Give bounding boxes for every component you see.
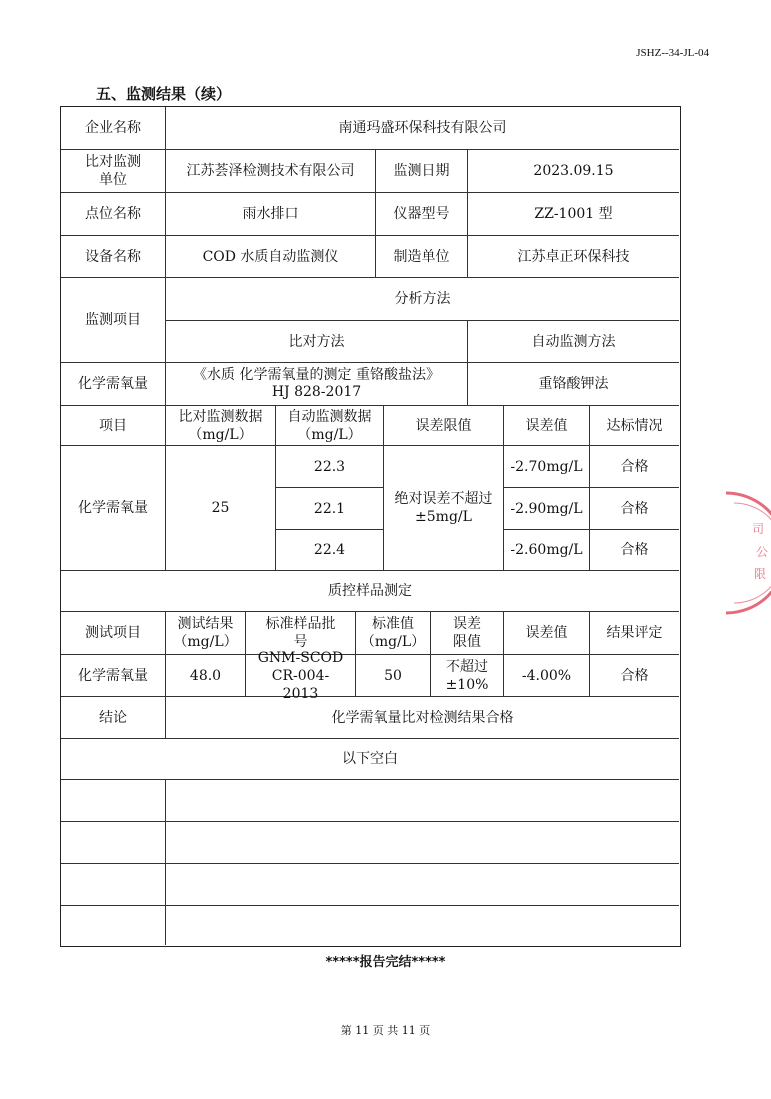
results-status-2: 合格 [590,488,679,530]
document-code: JSHZ--34-JL-04 [636,47,709,59]
compare-method-value [166,363,468,406]
results-status-1: 合格 [590,446,679,488]
device-value: COD 水质自动监测仪 [166,236,376,278]
monitor-item-label: 监测项目 [61,278,166,363]
instrument-model-label: 仪器型号 [376,193,468,236]
qc-header-standard: 标准值（mg/L） [356,612,431,655]
compare-method-line1: 《水质 化学需氧量的测定 重铬酸盐法》 [193,367,440,383]
qc-header-batch: 标准样品批号 [246,612,356,655]
stamp-mark: 限 [754,567,767,581]
enterprise-value: 南通玛盛环保科技有限公司 [166,107,679,150]
empty-cell [61,780,166,822]
method-item: 化学需氧量 [61,363,166,406]
auto-method-label: 自动监测方法 [468,321,679,363]
qc-title: 质控样品测定 [61,571,679,612]
results-header-error: 误差值 [504,406,590,446]
empty-cell [166,906,679,945]
seal-stamp [706,488,771,618]
device-label: 设备名称 [61,236,166,278]
qc-header-error: 误差值 [504,612,590,655]
results-header-compare: 比对监测数据（mg/L） [166,406,276,446]
qc-standard: 50 [356,655,431,697]
results-header-limit: 误差限值 [384,406,504,446]
point-value: 雨水排口 [166,193,376,236]
report-end: *****报告完结***** [325,955,446,970]
manufacturer-label: 制造单位 [376,236,468,278]
qc-item: 化学需氧量 [61,655,166,697]
results-error-1: -2.70mg/L [504,446,590,488]
results-error-3: -2.60mg/L [504,530,590,571]
qc-batch: GNM-SCOD CR-004-2013 [246,655,356,697]
results-compare-value: 25 [166,446,276,571]
empty-cell [166,780,679,822]
enterprise-label: 企业名称 [61,107,166,150]
point-label: 点位名称 [61,193,166,236]
results-auto-1: 22.3 [276,446,384,488]
compare-method-label: 比对方法 [166,321,468,363]
blank-note: 以下空白 [61,739,679,780]
qc-header-result: 测试结果（mg/L） [166,612,246,655]
page-number: 第 11 页 共 11 页 [340,1024,431,1037]
compare-unit-value: 江苏荟泽检测技术有限公司 [166,150,376,193]
results-error-2: -2.90mg/L [504,488,590,530]
conclusion-label: 结论 [61,697,166,739]
compare-unit-label: 比对监测单位 [61,150,166,193]
results-header-item: 项目 [61,406,166,446]
conclusion-value: 化学需氧量比对检测结果合格 [166,697,679,739]
empty-cell [61,906,166,945]
results-auto-2: 22.1 [276,488,384,530]
auto-method-value: 重铬酸钾法 [468,363,679,406]
empty-cell [166,822,679,864]
qc-header-evaluation: 结果评定 [590,612,679,655]
monitor-date-label: 监测日期 [376,150,468,193]
monitor-date-value: 2023.09.15 [468,150,679,193]
qc-evaluation: 合格 [590,655,679,697]
results-header-auto: 自动监测数据（mg/L） [276,406,384,446]
results-auto-3: 22.4 [276,530,384,571]
results-status-3: 合格 [590,530,679,571]
empty-cell [61,822,166,864]
compare-method-line2: HJ 828-2017 [271,384,362,400]
empty-cell [61,864,166,906]
qc-header-item: 测试项目 [61,612,166,655]
qc-limit: 不超过±10% [431,655,504,697]
stamp-mark: 司 [752,522,765,536]
results-item: 化学需氧量 [61,446,166,571]
monitoring-results-table [60,106,681,947]
results-header-status: 达标情况 [590,406,679,446]
qc-result: 48.0 [166,655,246,697]
qc-header-limit: 误差限值 [431,612,504,655]
results-error-limit: 绝对误差不超过±5mg/L [384,446,504,571]
qc-error: -4.00% [504,655,590,697]
stamp-mark: 公 [756,545,769,559]
empty-cell [166,864,679,906]
manufacturer-value: 江苏卓正环保科技 [468,236,679,278]
analysis-method-label: 分析方法 [166,278,679,321]
section-title: 五、监测结果（续） [96,85,232,103]
instrument-model-value: ZZ-1001 型 [468,193,679,236]
